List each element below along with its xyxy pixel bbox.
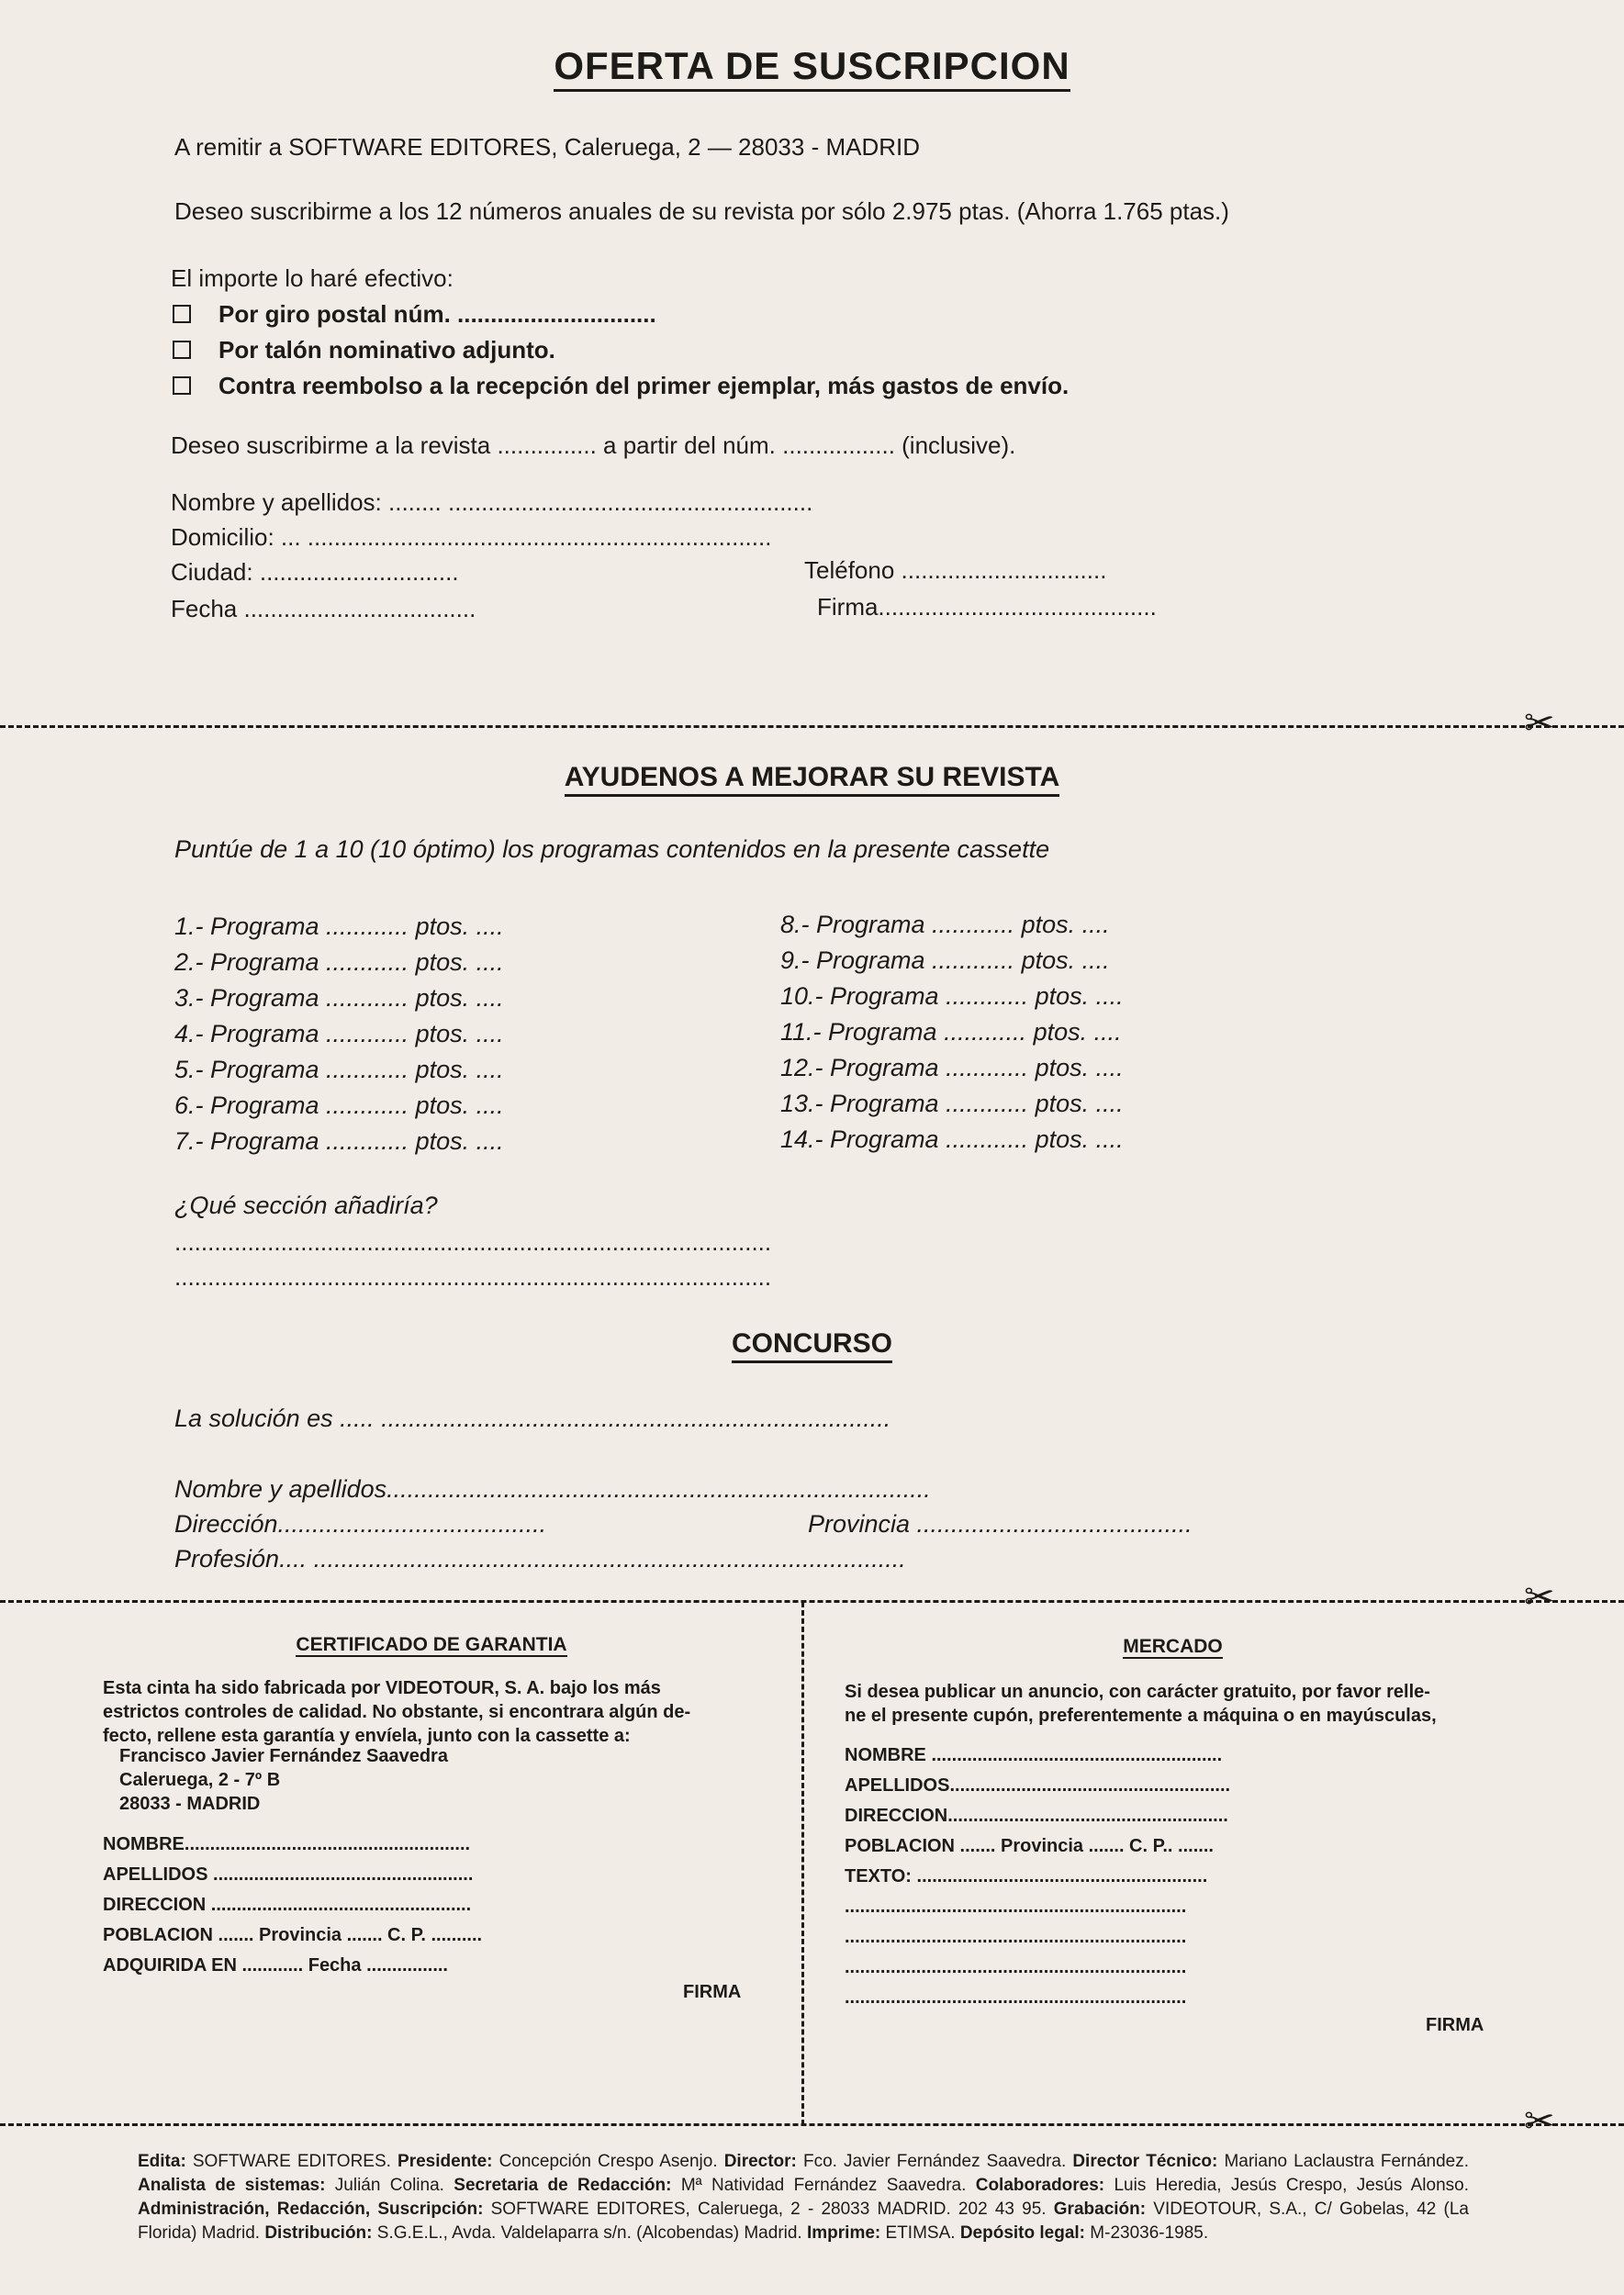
- program-rating-field[interactable]: 4.- Programa ............ ptos. ....: [174, 1020, 504, 1047]
- market-text-line[interactable]: ...................................................................: [845, 1897, 1187, 1917]
- answer-line[interactable]: ..........................................................................................: [174, 1228, 772, 1256]
- payment-option-cod[interactable]: Contra reembolso a la recepción del primer ejemplar, más gastos de envío.: [173, 372, 1069, 400]
- program-rating-field[interactable]: 12.- Programa ............ ptos. ....: [780, 1054, 1124, 1081]
- section-question: ¿Qué sección añadiría?: [174, 1192, 438, 1219]
- program-rating-field[interactable]: 6.- Programa ............ ptos. ....: [174, 1092, 504, 1119]
- answer-line[interactable]: ..........................................................................................: [174, 1263, 772, 1291]
- program-rating-field[interactable]: 13.- Programa ............ ptos. ....: [780, 1090, 1124, 1117]
- market-address-field[interactable]: DIRECCION.......................................................: [845, 1806, 1228, 1826]
- market-surname-field[interactable]: APELLIDOS.......................................................: [845, 1775, 1231, 1796]
- payment-option-postal[interactable]: Por giro postal núm. ..............................: [173, 300, 656, 329]
- program-list-left: [174, 909, 504, 1159]
- address-field[interactable]: Domicilio: ... ......................................................................: [171, 523, 772, 551]
- market-text: Si desea publicar un anuncio, con carácter gratuito, por favor relle- ne el presente cupón, preferentemente a máquina o en mayúsculas,: [845, 1682, 1437, 1726]
- program-rating-field[interactable]: 3.- Programa ............ ptos. ....: [174, 984, 504, 1012]
- program-rating-field[interactable]: 14.- Programa ............ ptos. ....: [780, 1125, 1124, 1153]
- market-name-field[interactable]: NOMBRE .........................................................: [845, 1745, 1223, 1765]
- checkbox-icon[interactable]: [173, 341, 191, 359]
- warranty-name-field[interactable]: NOMBRE........................................................: [103, 1834, 471, 1854]
- cut-line: [0, 1600, 1624, 1603]
- subscription-title: OFERTA DE SUSCRIPCION: [0, 44, 1624, 88]
- market-text-line[interactable]: ...................................................................: [845, 1987, 1187, 2008]
- warranty-address-field[interactable]: DIRECCION ...................................................: [103, 1895, 472, 1915]
- payment-option-cheque[interactable]: Por talón nominativo adjunto.: [173, 336, 555, 364]
- program-rating-field[interactable]: 10.- Programa ............ ptos. ....: [780, 982, 1124, 1010]
- program-rating-field[interactable]: 2.- Programa ............ ptos. ....: [174, 948, 504, 976]
- checkbox-icon[interactable]: [173, 376, 191, 395]
- subscription-address: A remitir a SOFTWARE EDITORES, Caleruega, 2 — 28033 - MADRID: [174, 133, 921, 161]
- subscription-offer: Deseo suscribirme a los 12 números anuales de su revista por sólo 2.975 ptas. (Ahorra 1.765 ptas.): [174, 197, 1229, 225]
- program-list-right: [780, 907, 1124, 1158]
- credits: Edita: SOFTWARE EDITORES. Presidente: Concepción Crespo Asenjo. Director: Fco. Javier Fernández Saavedra. Director Técnico: Mariano Laclaustra Fernández. Analista de sistemas: Julián Colina. Secretaria de Redacción: Mª Natividad Fernández Saavedra. Colaboradores: Luis Heredia, Jesús Crespo, Jesús Alonso. Administración, Redacción, Suscripción: SOFTWARE EDITORES, Caleruega, 2 - 28033 MADRID. 202 43 95. Grabación: VIDEOTOUR, S.A., C/ Gobelas, 42 (La Florida) Madrid. Distribución: S.G.E.L., Avda. Valdelaparra s/n. (Alcobendas) Madrid. Imprime: ETIMSA. Depósito legal: M-23036-1985.: [138, 2152, 1470, 2243]
- market-text-line[interactable]: ...................................................................: [845, 1927, 1187, 1947]
- vertical-cut-line: [801, 1602, 804, 2125]
- survey-instruction: Puntúe de 1 a 10 (10 óptimo) los programas contenidos en la presente cassette: [174, 835, 1050, 863]
- warranty-title: CERTIFICADO DE GARANTIA: [296, 1634, 567, 1655]
- program-rating-field[interactable]: 1.- Programa ............ ptos. ....: [174, 912, 504, 940]
- market-town-field[interactable]: POBLACION ....... Provincia ....... C. P.. .......: [845, 1836, 1214, 1856]
- name-field[interactable]: Nombre y apellidos: ........ .......................................................: [171, 488, 813, 516]
- market-text-field[interactable]: TEXTO: .........................................................: [845, 1866, 1208, 1886]
- signature-field[interactable]: Firma..........................................: [817, 593, 1157, 621]
- scissors-icon: ✂: [1524, 2101, 1555, 2142]
- date-field[interactable]: Fecha ...................................: [171, 595, 476, 622]
- program-rating-field[interactable]: 7.- Programa ............ ptos. ....: [174, 1127, 504, 1155]
- contest-profession-field[interactable]: Profesión.... ......................................................................................: [174, 1545, 906, 1573]
- warranty-text: Esta cinta ha sido fabricada por VIDEOTOUR, S. A. bajo los más estrictos controles de calidad. No obstante, si encontrara algún de- fecto, rellene esta garantía y envíela, junto con la cassette a:: [103, 1678, 691, 1746]
- payment-intro: El importe lo haré efectivo:: [171, 264, 454, 292]
- program-rating-field[interactable]: 5.- Programa ............ ptos. ....: [174, 1056, 504, 1083]
- cut-line: [0, 725, 1624, 728]
- warranty-surname-field[interactable]: APELLIDOS ...................................................: [103, 1864, 474, 1885]
- warranty-signature[interactable]: FIRMA: [683, 1982, 742, 2002]
- contest-title: CONCURSO: [0, 1328, 1624, 1360]
- subscribe-line[interactable]: Deseo suscribirme a la revista ............... a partir del núm. ................. (inclusive).: [171, 431, 1016, 459]
- program-rating-field[interactable]: 8.- Programa ............ ptos. ....: [780, 911, 1110, 938]
- market-signature[interactable]: FIRMA: [1426, 2015, 1484, 2035]
- market-text-line[interactable]: ...................................................................: [845, 1957, 1187, 1977]
- market-fields: [845, 1741, 1230, 2013]
- city-field[interactable]: Ciudad: ..............................: [171, 558, 459, 586]
- solution-field[interactable]: La solución es ..... ..........................................................................: [174, 1405, 891, 1432]
- market-title: MERCADO: [1123, 1636, 1223, 1657]
- program-rating-field[interactable]: 11.- Programa ............ ptos. ....: [780, 1018, 1122, 1046]
- cut-line: [0, 2123, 1624, 2126]
- contest-name-field[interactable]: Nombre y apellidos...............................................................................: [174, 1475, 931, 1503]
- warranty-town-field[interactable]: POBLACION ....... Provincia ....... C. P. ..........: [103, 1925, 483, 1945]
- checkbox-icon[interactable]: [173, 305, 191, 323]
- warranty-fields: [103, 1830, 482, 1981]
- warranty-address: Francisco Javier Fernández Saavedra Caleruega, 2 - 7º B 28033 - MADRID: [119, 1746, 448, 1814]
- contest-province-field[interactable]: Provincia ........................................: [808, 1510, 1193, 1538]
- contest-address-field[interactable]: Dirección.......................................: [174, 1510, 547, 1538]
- scissors-icon: ✂: [1524, 1577, 1555, 1618]
- survey-title: AYUDENOS A MEJORAR SU REVISTA: [0, 762, 1624, 793]
- warranty-purchase-field[interactable]: ADQUIRIDA EN ............ Fecha ................: [103, 1955, 448, 1976]
- program-rating-field[interactable]: 9.- Programa ............ ptos. ....: [780, 946, 1110, 974]
- phone-field[interactable]: Teléfono ...............................: [804, 556, 1107, 584]
- scissors-icon: ✂: [1524, 703, 1555, 744]
